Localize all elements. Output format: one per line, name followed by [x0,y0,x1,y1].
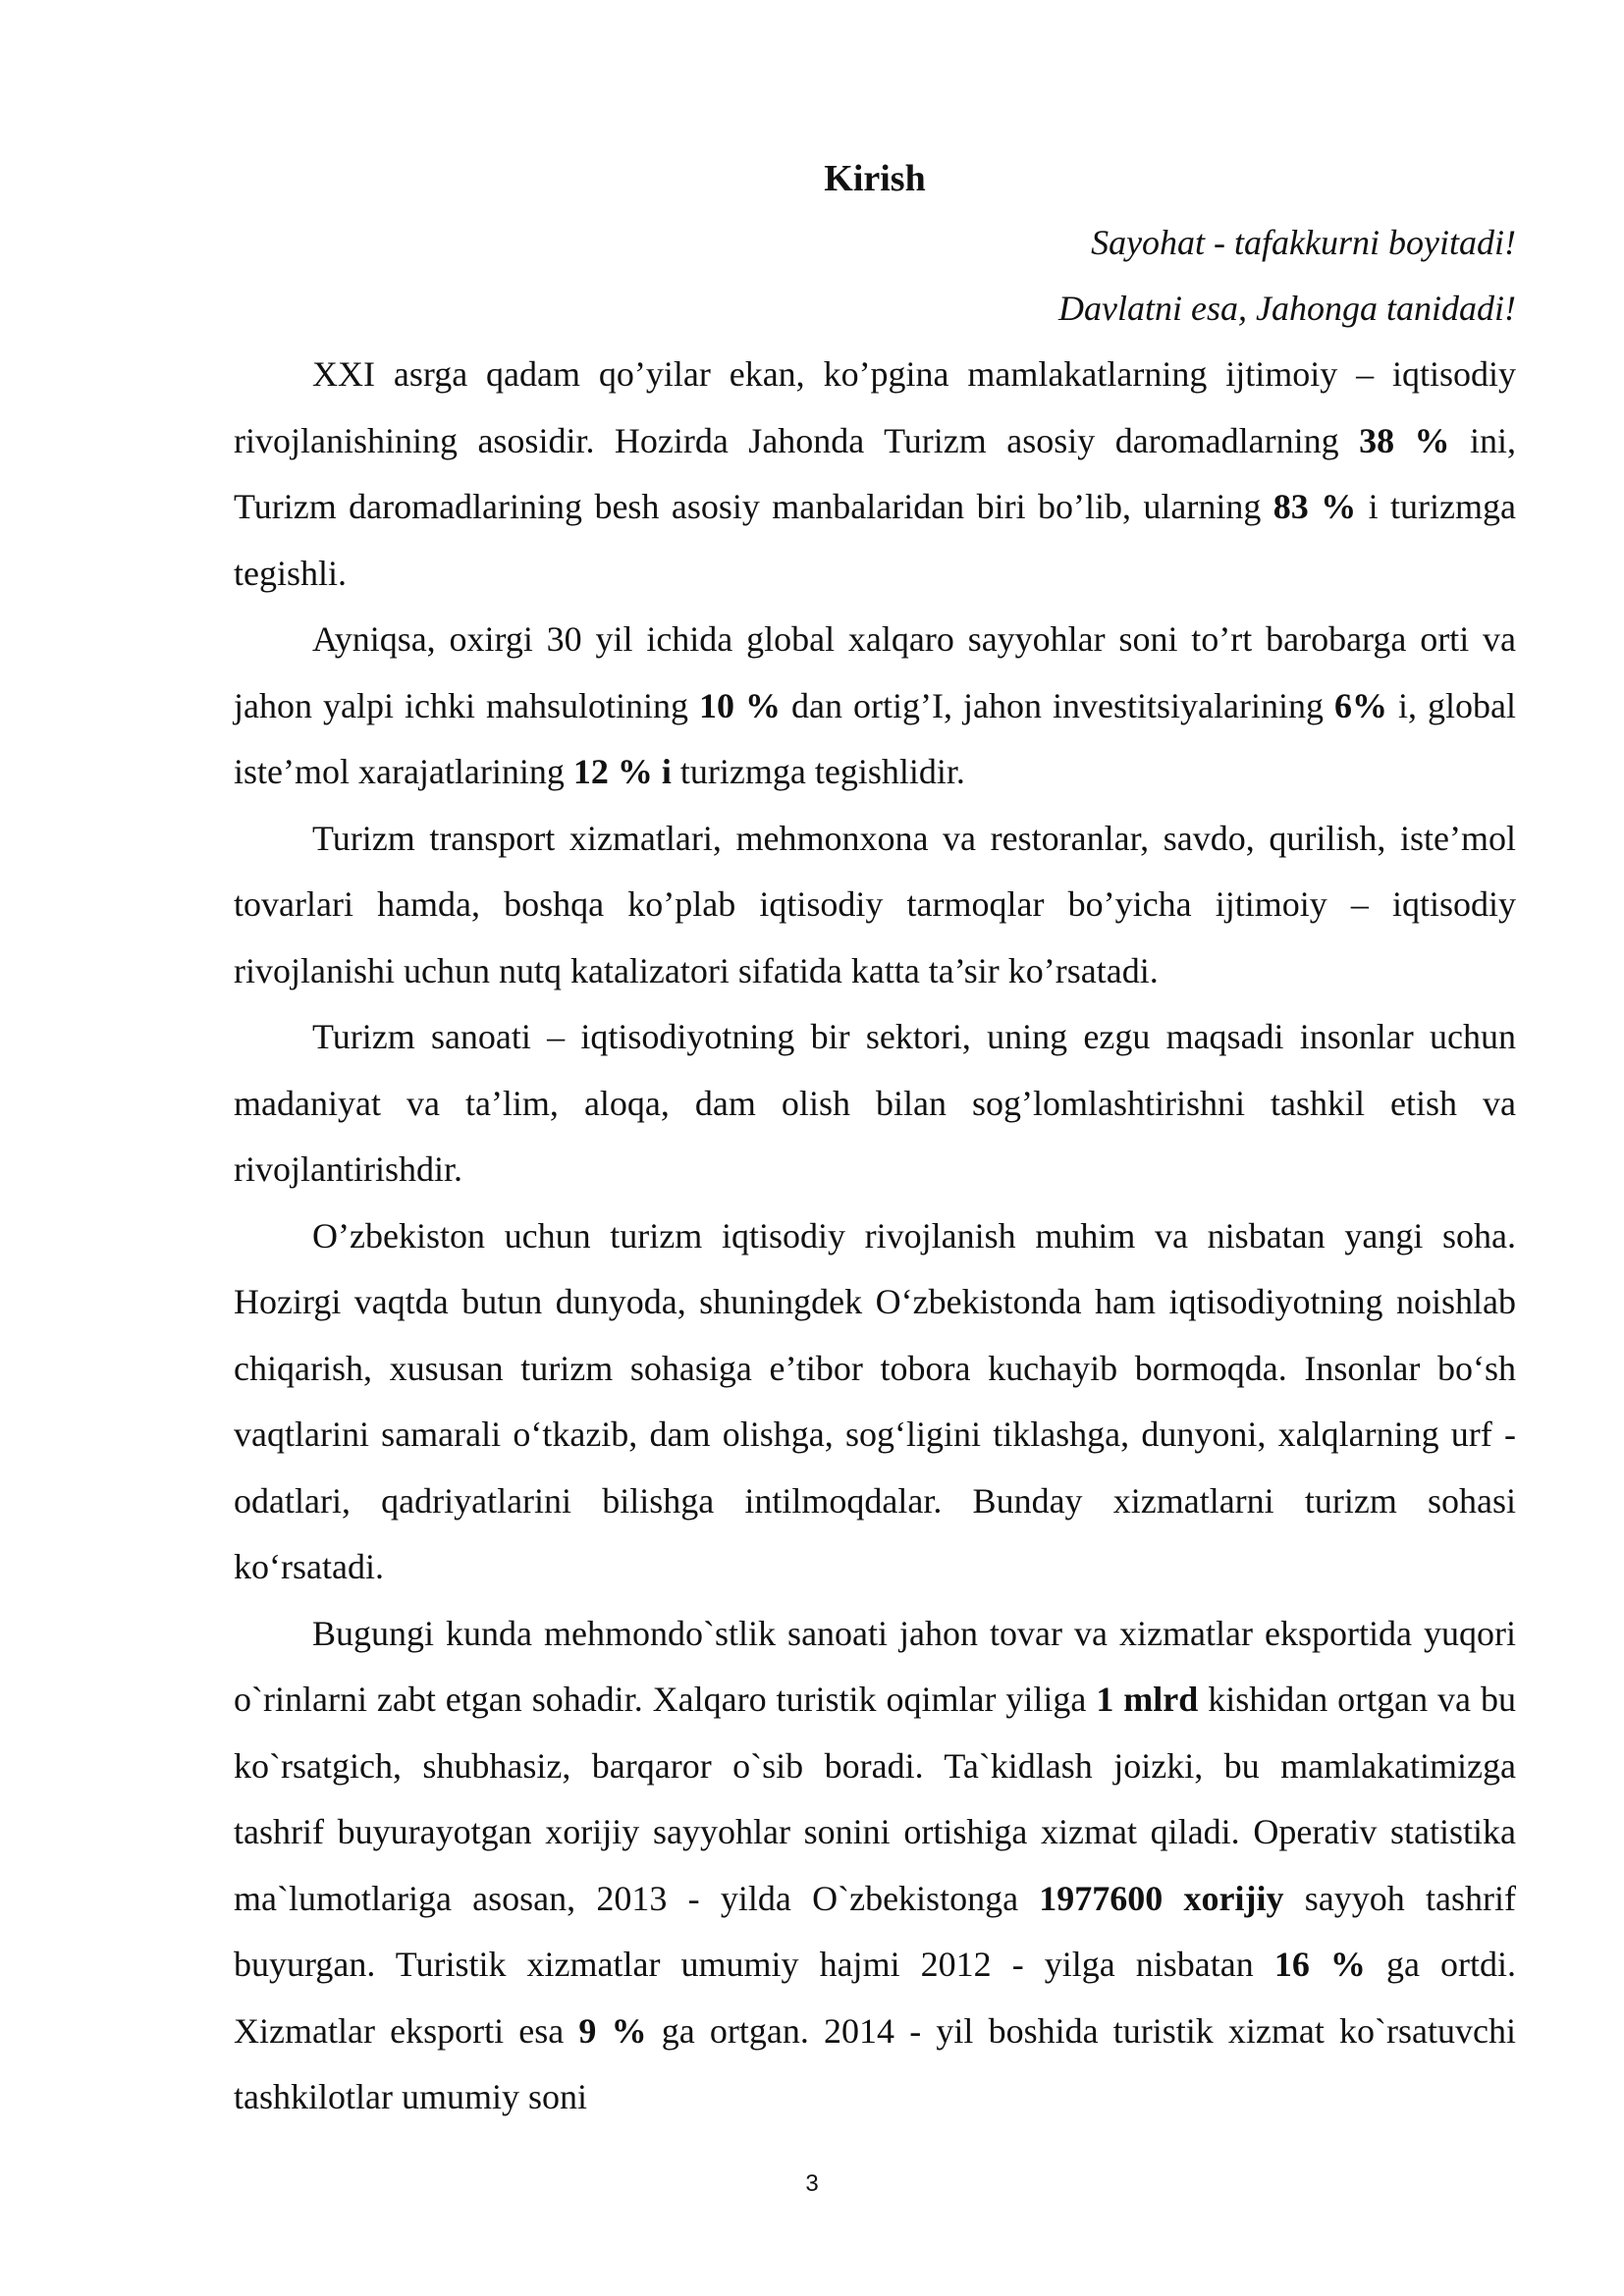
page-title: Kirish [824,158,926,199]
paragraph-text: ini, Turizm daromadlarining besh asosiy manbalaridan biri bo’lib, ularning [234,420,1517,526]
paragraph-text: i, global iste’mol xarajatlarining [234,685,1517,791]
highlight-percent: 9 % [578,2010,647,2051]
epigraph-line-1: Sayohat - tafakkurni boyitadi! [1091,223,1516,262]
paragraph-text: kishidan ortgan va bu ko`rsatgich, shubhasiz, barqaror o`sib boradi. Ta`kidlash joizki, bu mamlakatimizga tashrif buyurayotgan xorijiy sayyohlar sonini ortishiga xizmat qiladi. Operativ statistika ma`lumotlariga asosan, 2013 - yilda O`zbekistonga [234,1680,1516,1918]
paragraph-text: i turizmga tegishli. [234,487,1517,593]
page-number: 3 [805,2170,819,2197]
highlight-percent: 16 % [1273,1945,1366,1984]
paragraph-text: ga ortdi. Xizmatlar eksporti esa [234,1945,1516,2051]
highlight-percent: 6% [1334,685,1387,725]
paragraph-text: dan ortig’I, jahon investitsiyalarining [781,685,1334,725]
highlight-percent: 38 % [1359,420,1450,460]
paragraph-4: Turizm sanoati – iqtisodiyotning bir sektori, uning ezgu maqsadi insonlar uchun madaniyat va ta’lim, aloqa, dam olish bilan sog’lomlashtirishni tashkil etish va rivojlantirishdir. [234,1017,1516,1189]
paragraph-1 [234,342,1516,607]
paragraph-6 [234,1601,1516,2131]
paragraph-text: Bugungi kunda mehmondo`stlik sanoati jahon tovar va xizmatlar eksportida yuqori o`rinlarni zabt etgan sohadir. Xalqaro turistik oqimlar yiliga [234,1613,1516,1719]
paragraph-5: O’zbekiston uchun turizm iqtisodiy rivojlanish muhim va nisbatan yangi soha. Hozirgi vaqtda butun dunyoda, shuningdek O‘zbekistonda ham iqtisodiyotning noishlab chiqarish, xususan turizm sohasiga e’tibor tobora kuchayib bormoqda. Insonlar bo‘sh vaqtlarini samarali o‘tkazib, dam olishga, sog‘ligini tiklashga, dunyoni, xalqlarning urf - odatlari, qadriyatlarini bilishga intilmoqdalar. Bunday xizmatlarni turizm sohasi ko‘rsatadi. [234,1215,1516,1586]
paragraph-text: Ayniqsa, oxirgi 30 yil ichida global xalqaro sayyohlar soni to’rt barobarga orti va jahon yalpi ichki mahsulotining [234,619,1516,725]
paragraph-text: ga ortgan. 2014 - yil boshida turistik xizmat ko`rsatuvchi tashkilotlar umumiy soni [234,2010,1516,2116]
paragraph-text: sayyoh tashrif buyurgan. Turistik xizmatlar umumiy hajmi 2012 - yilga nisbatan [234,1878,1516,1984]
paragraph-text: XXI asrga qadam qo’yilar ekan, ko’pgina mamlakatlarning ijtimoiy – iqtisodiy rivojlanishining asosidir. Hozirda Jahonda Turizm asosiy daromadlarning [234,354,1516,460]
document-page [234,147,1516,2131]
highlight-percent: 83 % [1272,487,1357,526]
epigraph-line-2: Davlatni esa, Jahonga tanidadi! [1058,289,1516,328]
paragraph-3: Turizm transport xizmatlari, mehmonxona va restoranlar, savdo, qurilish, iste’mol tovarlari hamda, boshqa ko’plab iqtisodiy tarmoqlar bo’yicha ijtimoiy – iqtisodiy rivojlanishi uchun nutq katalizatori sifatida katta ta’sir ko’rsatadi. [234,818,1516,990]
highlight-percent: 10 % [699,685,782,725]
paragraph-text: turizmga tegishlidir. [671,752,965,791]
highlight-number: 1977600 xorijiy [1039,1878,1284,1918]
paragraph-2 [234,607,1516,806]
highlight-number: 1 mlrd [1096,1680,1199,1719]
highlight-percent: 12 % i [572,752,672,791]
